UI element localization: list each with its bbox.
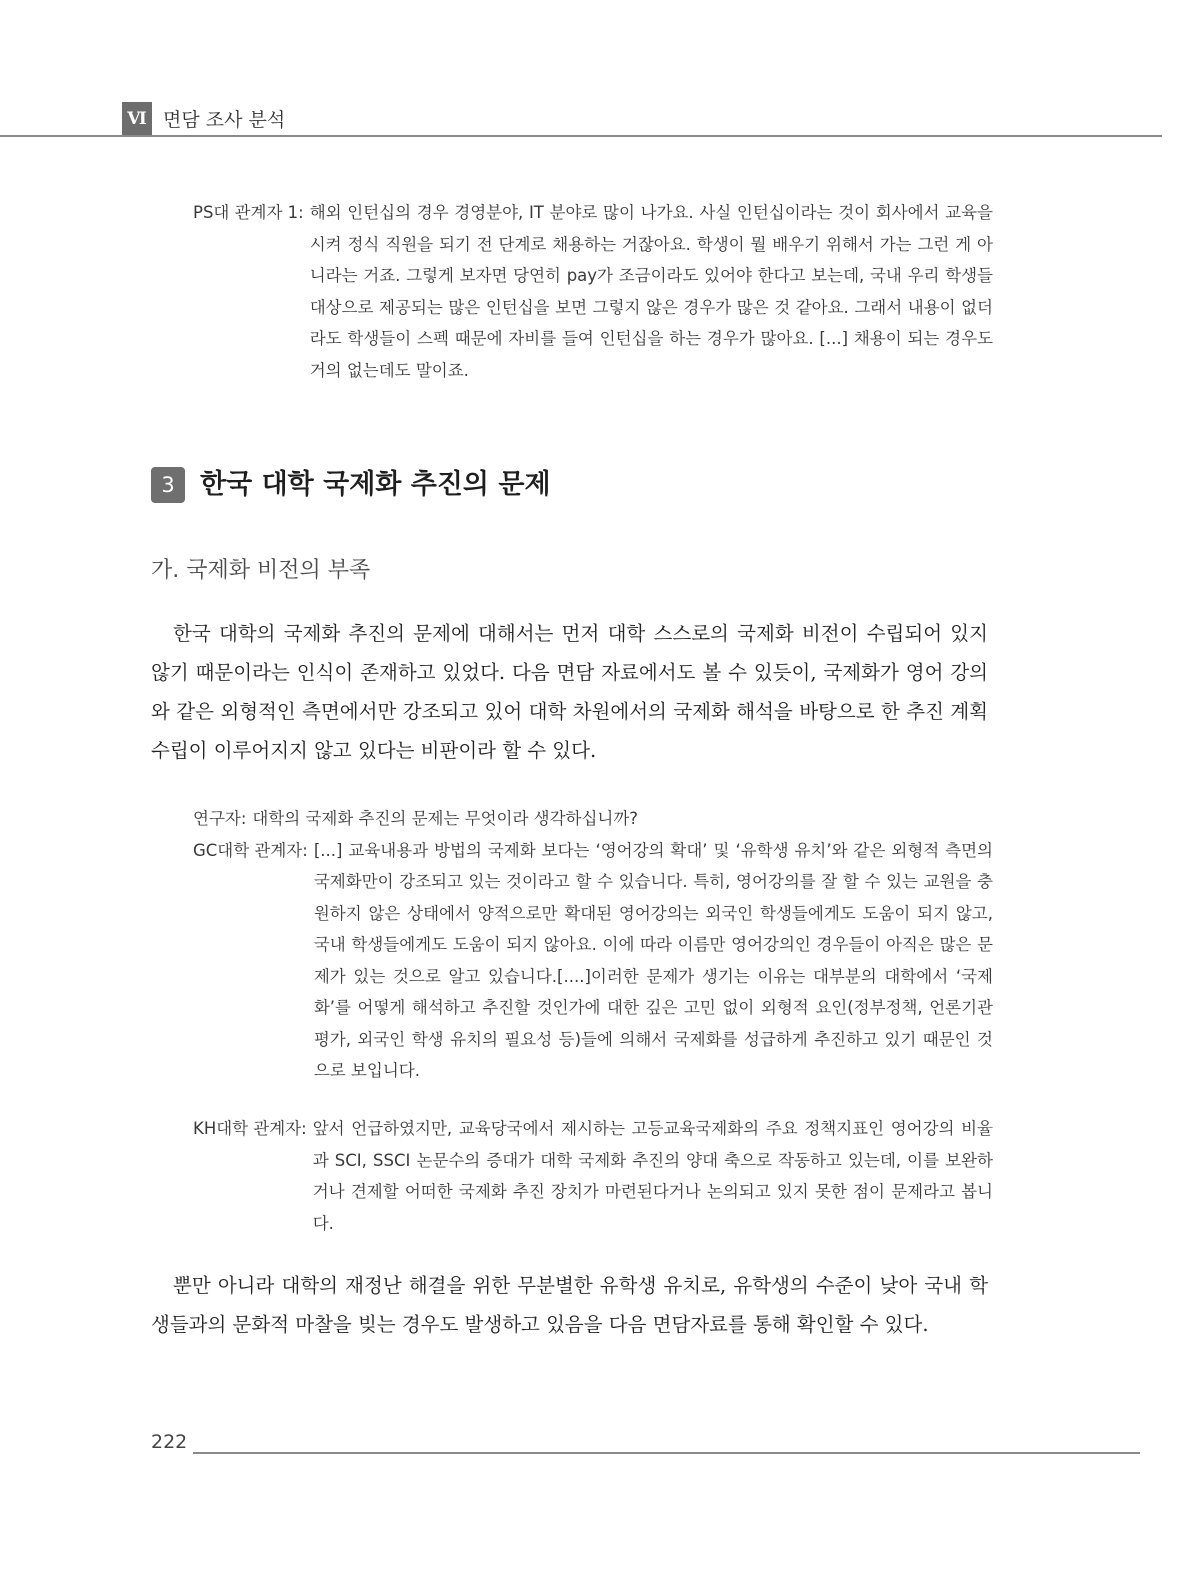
quote-question-text: 대학의 국제화 추진의 문제는 무엇이라 생각하십니까?: [252, 809, 639, 828]
section-number-badge: 3: [151, 467, 185, 503]
quote-speaker: KH대학 관계자:: [193, 1119, 307, 1138]
page-number: 222: [151, 1431, 188, 1453]
subsection-title: 가. 국제화 비전의 부족: [151, 558, 371, 583]
quote-row: [193, 197, 993, 386]
quote-text: 해외 인턴십의 경우 경영분야, IT 분야로 많이 나가요. 사실 인턴십이라는 것이 회사에서 교육을 시켜 정식 직원을 되기 전 단계로 채용하는 거잖아요. 학생이 뭘 배우기 위해서 가는 그런 게 아니라는 거죠. 그렇게 보자면 당연히 pay가 조금이라도 있어야 한다고 보는데, 국내 우리 학생들 대상으로 제공되는 많은 인턴십을 보면 그렇지 않은 경우가 많은 것 같아요. 그래서 내용이 없더라도 학생들이 스펙 때문에 자비를 들여 인턴십을 하는 경우가 많아요. [...] 채용이 되는 경우도 거의 없는데도 말이죠.: [309, 203, 993, 380]
footer-divider: [193, 1452, 1140, 1454]
quote-row-question: [193, 803, 993, 835]
quote-row: [193, 1113, 993, 1239]
quote-speaker: PS대 관계자 1:: [193, 203, 304, 222]
quote-text: 앞서 언급하였지만, 교육당국에서 제시하는 고등교육국제화의 주요 정책지표인 영어강의 비율과 SCI, SSCI 논문수의 증대가 대학 국제화 추진의 양대 축으로 작동하고 있는데, 이를 보완하거나 견제할 어떠한 국제화 추진 장치가 마련된다거나 논의되고 있지 못한 점이 문제라고 봅니다.: [312, 1119, 993, 1233]
quote-speaker: GC대학 관계자:: [193, 840, 308, 860]
quote-row-answer: [193, 835, 993, 1087]
body-paragraph-2: 뿐만 아니라 대학의 재정난 해결을 위한 무분별한 유학생 유치로, 유학생의 수준이 낮아 국내 학생들과의 문화적 마찰을 빚는 경우도 발생하고 있음을 다음 면담자료를 통해 확인할 수 있다.: [151, 1274, 988, 1336]
quote-speaker-researcher: 연구자:: [193, 809, 247, 828]
interview-quote-gc: [193, 803, 993, 1087]
chapter-number-badge: Ⅵ: [122, 102, 152, 137]
chapter-title: 면담 조사 분석: [163, 109, 286, 131]
body-paragraph-1: 한국 대학의 국제화 추진의 문제에 대해서는 먼저 대학 스스로의 국제화 비전이 수립되어 있지 않기 때문이라는 인식이 존재하고 있었다. 다음 면담 자료에서도 볼 수 있듯이, 국제화가 영어 강의와 같은 외형적인 측면에서만 강조되고 있어 대학 차원에서의 국제화 해석을 바탕으로 한 추진 계획 수립이 이루어지지 않고 있다는 비판이라 할 수 있다.: [151, 622, 988, 762]
section-title: 한국 대학 국제화 추진의 문제: [200, 469, 551, 500]
header-divider: [0, 135, 1162, 137]
quote-text: [...] 교육내용과 방법의 국제화 보다는 ‘영어강의 확대’ 및 ‘유학생 유치’와 같은 외형적 측면의 국제화만이 강조되고 있는 것이라고 할 수 있습니다. 특히, 영어강의를 잘 할 수 있는 교원을 충원하지 않은 상태에서 양적으로만 확대된 영어강의는 외국인 학생들에게도 도움이 되지 않고, 국내 학생들에게도 도움이 되지 않아요. 이에 따라 이름만 영어강의인 경우들이 아직은 많은 문제가 있는 것으로 알고 있습니다.[....]이러한 문제가 생기는 이유는 대부분의 대학에서 ‘국제화’를 어떻게 해석하고 추진할 것인가에 대한 깊은 고민 없이 외형적 요인(정부정책, 언론기관 평가, 외국인 학생 유치의 필요성 등)들에 의해서 국제화를 성급하게 추진하고 있기 때문인 것으로 보입니다.: [313, 840, 993, 1080]
running-header: [0, 102, 1162, 138]
interview-quote-kh: [193, 1113, 993, 1239]
interview-quote-ps: [193, 197, 993, 386]
